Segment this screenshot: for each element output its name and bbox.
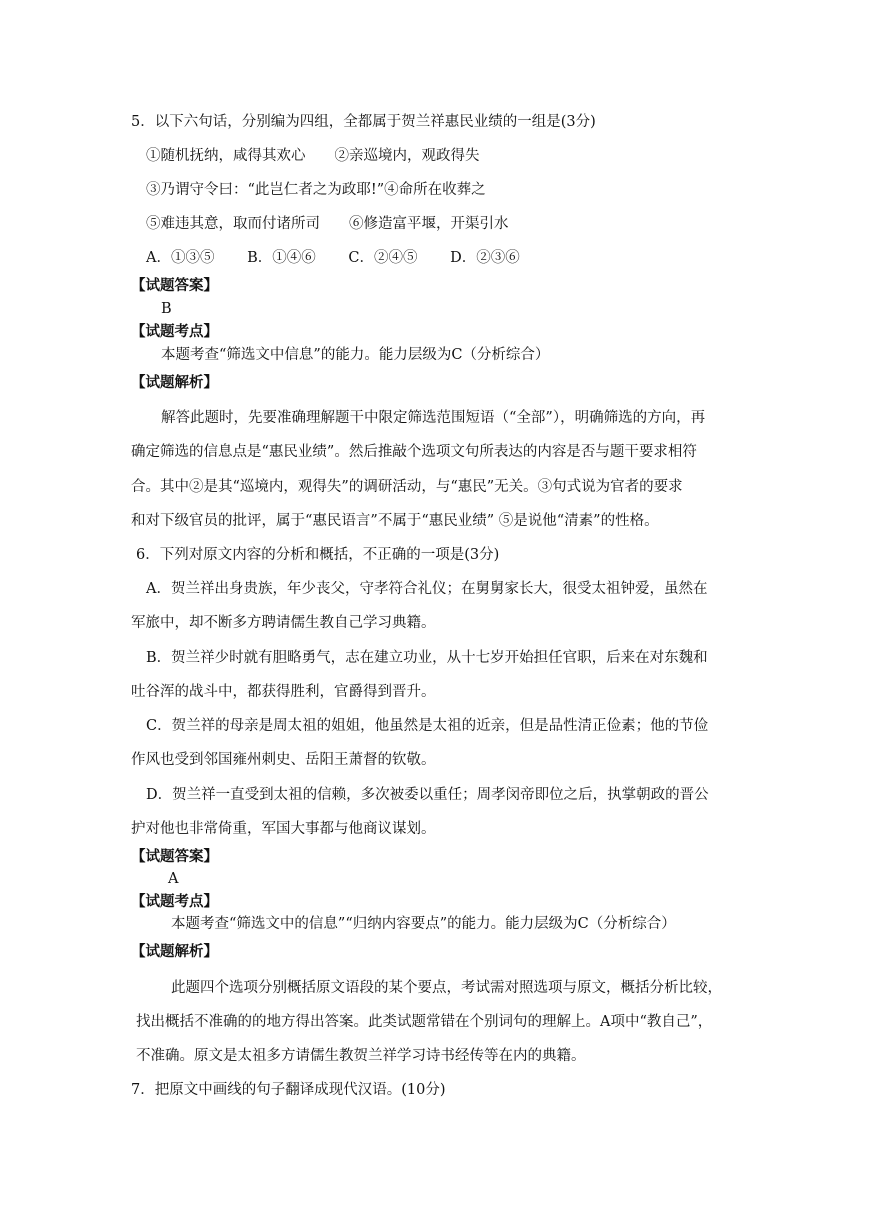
q6-option-c-line-1: C．贺兰祥的母亲是周太祖的姐姐，他虽然是太祖的近亲，但是品性清正俭素；他的节俭 bbox=[146, 718, 709, 734]
q6-option-d-line-2: 护对他也非常倚重，军国大事都与他商议谋划。 bbox=[131, 821, 436, 837]
q5-answer-label: 【试题答案】 bbox=[131, 277, 218, 294]
q6-option-b-line-1: B．贺兰祥少时就有胆略勇气，志在建立功业，从十七岁开始担任官职，后来在对东魏和 bbox=[146, 650, 708, 666]
q5-analysis-line-3: 合。其中②是其“巡境内，观得失”的调研活动，与“惠民”无关。③句式说为官者的要求 bbox=[131, 479, 683, 495]
q6-option-c-line-2: 作风也受到邻国雍州刺史、岳阳王萧督的钦敬。 bbox=[131, 752, 436, 768]
q6-analysis-line-2: 找出概括不准确的的地方得出答案。此类试题常错在个别词句的理解上。A项中“教自己”， bbox=[136, 1014, 713, 1030]
q6-point: 本题考查“筛选文中的信息”“归纳内容要点”的能力。能力层级为C（分析综合） bbox=[171, 916, 676, 932]
q5-analysis-line-1: 解答此题时，先要准确理解题干中限定筛选范围短语（“全部”），明确筛选的方向，再 bbox=[161, 410, 706, 426]
q6-analysis-line-3: 不准确。原文是太祖多方请儒生教贺兰祥学习诗书经传等在内的典籍。 bbox=[136, 1048, 586, 1064]
q5-option-b: B．①④⑥ bbox=[247, 250, 316, 266]
q5-options bbox=[146, 248, 548, 268]
q6-analysis-line-1: 此题四个选项分别概括原文语段的某个要点，考试需对照选项与原文，概括分析比较， bbox=[171, 980, 722, 996]
q5-point: 本题考查“筛选文中信息”的能力。能力层级为C（分析综合） bbox=[161, 347, 550, 363]
q5-analysis-line-4: 和对下级官员的批评，属于“惠民语言”不属于“惠民业绩” ⑤是说他“清素”的性格。 bbox=[131, 513, 659, 529]
q6-stem: 6．下列对原文内容的分析和概括，不正确的一项是(3分) bbox=[136, 547, 500, 563]
q6-option-b-line-2: 吐谷浑的战斗中，都获得胜利，官爵得到晋升。 bbox=[131, 684, 436, 700]
q5-option-c: C．②④⑤ bbox=[348, 250, 418, 266]
q5-analysis-label: 【试题解析】 bbox=[131, 374, 218, 391]
q6-analysis-label: 【试题解析】 bbox=[131, 943, 218, 960]
q6-answer-label: 【试题答案】 bbox=[131, 848, 218, 865]
q6-option-a-line-2: 军旅中，却不断多方聘请儒生教自己学习典籍。 bbox=[131, 615, 436, 631]
q6-point-label: 【试题考点】 bbox=[131, 893, 218, 910]
q6-option-d-line-1: D．贺兰祥一直受到太祖的信赖，多次被委以重任；周孝闵帝即位之后，执掌朝政的晋公 bbox=[146, 787, 709, 803]
q5-point-label: 【试题考点】 bbox=[131, 323, 218, 340]
q5-option-a: A．①③⑤ bbox=[146, 250, 215, 266]
q6-answer: A bbox=[168, 871, 179, 887]
q5-analysis-line-2: 确定筛选的信息点是“惠民业绩”。然后推敲个选项文句所表达的内容是否与题干要求相符 bbox=[131, 444, 697, 460]
q6-option-a-line-1: A．贺兰祥出身贵族，年少丧父，守孝符合礼仪；在舅舅家长大，很受太祖钟爱，虽然在 bbox=[146, 581, 708, 597]
q5-answer: B bbox=[161, 301, 172, 317]
q5-item-line-2: ③乃谓守令曰：“此岂仁者之为政耶!”④命所在收葬之 bbox=[146, 182, 486, 198]
q5-option-d: D．②③⑥ bbox=[450, 250, 520, 266]
q7-stem: 7．把原文中画线的句子翻译成现代汉语。(10分) bbox=[131, 1082, 446, 1098]
q5-item-line-1: ①随机抚纳，咸得其欢心 ②亲巡境内，观政得失 bbox=[146, 148, 480, 164]
q5-item-line-3: ⑤难违其意，取而付诸所司 ⑥修造富平堰，开渠引水 bbox=[146, 216, 509, 232]
q5-stem: 5．以下六句话，分别编为四组，全都属于贺兰祥惠民业绩的一组是(3分) bbox=[131, 114, 596, 130]
